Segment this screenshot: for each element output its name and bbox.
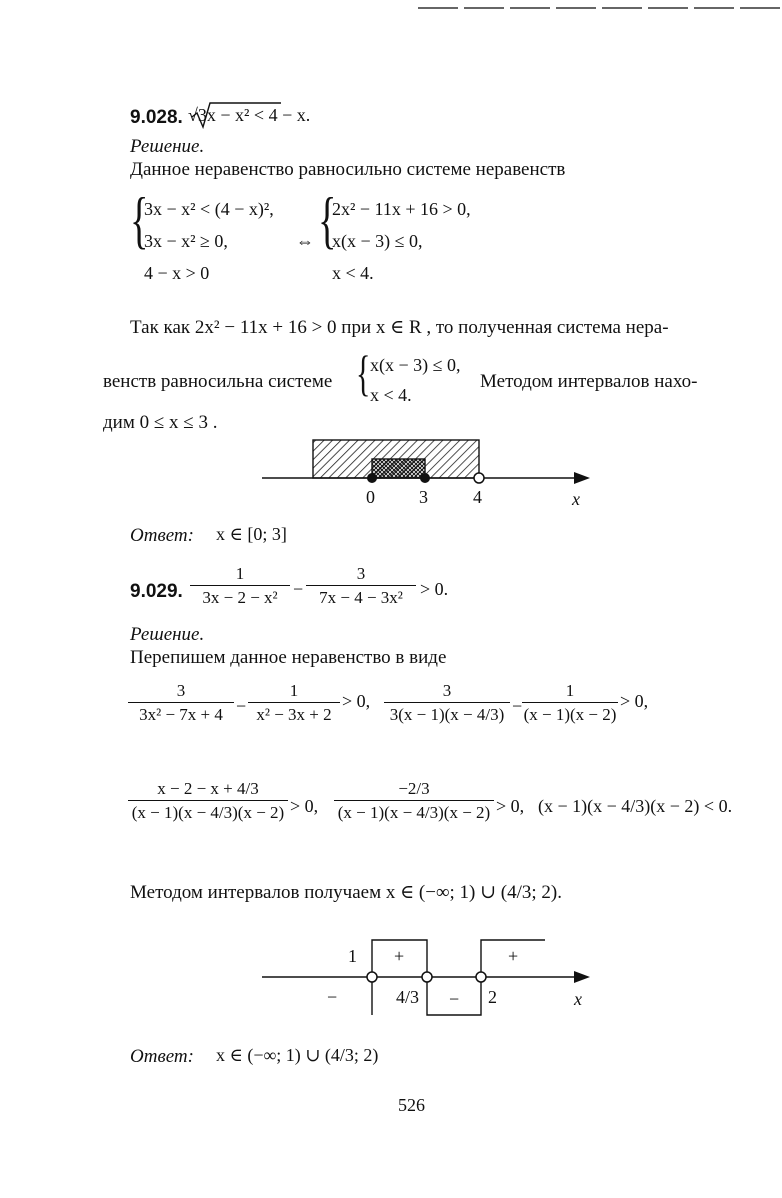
fraction-1-num: 1 <box>235 564 245 583</box>
problem-number: 9.029. <box>130 581 183 602</box>
text-line-3: дим 0 ≤ x ≤ 3 . <box>103 412 218 433</box>
system-right-1: 2x² − 11x + 16 > 0, <box>332 199 471 219</box>
answer-value: x ∈ [0; 3] <box>216 524 287 544</box>
relation: > 0. <box>420 579 449 599</box>
equivalence-sign: ⇔ <box>296 231 314 251</box>
conclusion-text: Методом интервалов получаем x ∈ (−∞; 1) ∪ (4/3; 2). <box>130 882 562 903</box>
row2-fraction-a: x − 2 − x + 4/3 (x − 1)(x − 4/3)(x − 2) <box>128 778 288 824</box>
system-brace-left: { <box>130 184 149 255</box>
page-number: 526 <box>398 1095 425 1115</box>
fraction-1 <box>190 563 290 609</box>
row1-fraction-a: 3 3x² − 7x + 4 <box>128 680 234 726</box>
sign-plus-2: + <box>508 946 519 966</box>
row1-fraction-d: 1 (x − 1)(x − 2) <box>523 681 617 725</box>
solution-label: Решение. <box>130 136 205 157</box>
point-0 <box>367 473 377 483</box>
system-right-3: x < 4. <box>332 263 374 283</box>
row1-minus-2: − <box>512 696 523 716</box>
number-line-1 <box>262 440 590 484</box>
number-line-2 <box>262 940 590 1015</box>
fraction-1-den: 3x − 2 − x² <box>202 588 278 608</box>
row1-relation: > 0, <box>342 691 371 711</box>
row2-product: (x − 1)(x − 4/3)(x − 2) < 0. <box>538 796 733 816</box>
answer-label: Ответ: <box>130 525 194 546</box>
answer-value: x ∈ (−∞; 1) ∪ (4/3; 2) <box>216 1045 379 1065</box>
text-line-2-start: венств равносильна системе <box>103 371 333 392</box>
tick-label-0: 0 <box>366 487 375 507</box>
problem-number: 9.028. <box>130 107 183 128</box>
point-1 <box>367 972 377 982</box>
small-system-2: x < 4. <box>370 385 412 405</box>
axis-label-2: 2 <box>488 987 497 1007</box>
row1-minus: − <box>236 696 247 716</box>
intro-text: Перепишем данное неравенство в виде <box>130 647 447 668</box>
intro-text: Данное неравенство равносильно системе неравенств <box>130 159 566 180</box>
row1-relation-2: > 0, <box>620 691 649 711</box>
axis-label-1: 1 <box>348 946 357 966</box>
axis-label-4-3: 4/3 <box>396 987 420 1007</box>
system-left-3: 4 − x > 0 <box>144 263 210 283</box>
system-left-1: 3x − x² < (4 − x)², <box>144 199 274 219</box>
system-left-2: 3x − x² ≥ 0, <box>144 231 228 251</box>
axis-var-label: x <box>572 489 580 509</box>
sign-minus-2: − <box>449 989 460 1009</box>
problem-statement: √3x − x² < 4 − x. <box>188 105 311 125</box>
fraction-2 <box>306 563 416 609</box>
minus-sign: − <box>293 579 304 599</box>
answer-label: Ответ: <box>130 1046 194 1067</box>
row1-fraction-b: 1 x² − 3x + 2 <box>248 680 340 726</box>
axis-var-label: x <box>574 989 582 1009</box>
point-4-3 <box>422 972 432 982</box>
row2-fraction-b: −2/3 (x − 1)(x − 4/3)(x − 2) <box>334 778 494 824</box>
sign-plus-1: + <box>394 946 405 966</box>
system-brace-small: { <box>356 345 371 401</box>
point-2 <box>476 972 486 982</box>
axis-arrow <box>574 971 590 983</box>
solution-label: Решение. <box>130 624 205 645</box>
axis-arrow <box>574 472 590 484</box>
tick-label-4: 4 <box>473 487 482 507</box>
fraction-2-num: 3 <box>356 564 366 583</box>
small-system-1: x(x − 3) ≤ 0, <box>370 355 461 375</box>
point-4 <box>474 473 484 483</box>
system-brace-right: { <box>318 184 337 255</box>
row2-relation: > 0, <box>290 796 319 816</box>
solution-region <box>372 459 425 478</box>
text-line-2-end: Методом интервалов нахо- <box>480 371 698 392</box>
row1-fraction-c: 3 3(x − 1)(x − 4/3) <box>384 680 510 726</box>
system-right-2: x(x − 3) ≤ 0, <box>332 231 423 251</box>
tick-label-3: 3 <box>419 487 428 507</box>
row2-relation-2: > 0, <box>496 796 525 816</box>
fraction-2-den: 7x − 4 − 3x² <box>319 588 403 608</box>
sign-minus-1: − <box>327 987 338 1007</box>
text-line-1: Так как 2x² − 11x + 16 > 0 при x ∈ R , то полученная система нера- <box>130 317 669 338</box>
point-3 <box>420 473 430 483</box>
